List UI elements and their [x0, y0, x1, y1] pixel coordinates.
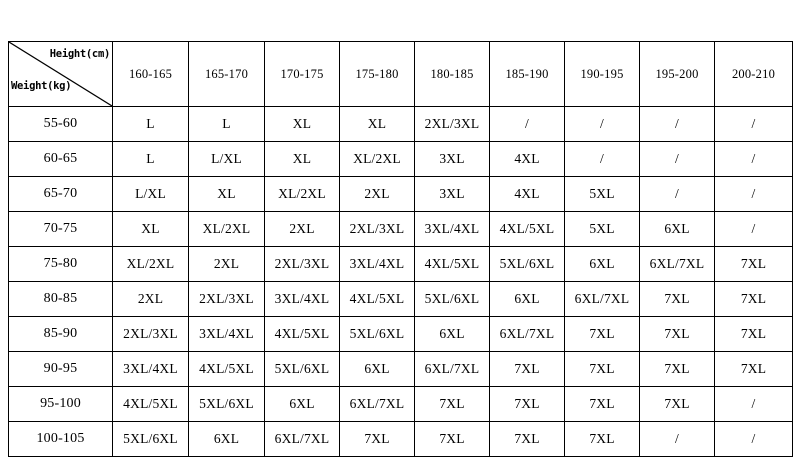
- size-cell: 5XL: [565, 177, 640, 212]
- size-chart-container: [8, 41, 792, 449]
- size-cell: 3XL/4XL: [113, 352, 189, 387]
- size-cell: XL: [265, 142, 340, 177]
- size-cell: 2XL: [265, 212, 340, 247]
- row-header-weight: 65-70: [9, 177, 113, 212]
- size-cell: 4XL/5XL: [415, 247, 490, 282]
- size-cell: XL: [113, 212, 189, 247]
- table-row: [9, 212, 793, 247]
- size-cell: 6XL/7XL: [565, 282, 640, 317]
- size-cell: 2XL/3XL: [265, 247, 340, 282]
- size-cell: 2XL: [189, 247, 265, 282]
- size-cell: 2XL: [113, 282, 189, 317]
- size-cell: 5XL/6XL: [490, 247, 565, 282]
- size-cell: 6XL: [565, 247, 640, 282]
- size-cell: 4XL/5XL: [340, 282, 415, 317]
- size-cell: 7XL: [565, 352, 640, 387]
- size-cell: 2XL/3XL: [340, 212, 415, 247]
- size-cell: 5XL/6XL: [340, 317, 415, 352]
- table-row: [9, 177, 793, 212]
- table-row: [9, 387, 793, 422]
- row-header-weight: 95-100: [9, 387, 113, 422]
- size-cell: 6XL: [415, 317, 490, 352]
- table-row: [9, 352, 793, 387]
- row-header-weight: 80-85: [9, 282, 113, 317]
- header-row: [9, 42, 793, 107]
- size-cell: 7XL: [565, 422, 640, 457]
- size-cell: 2XL/3XL: [189, 282, 265, 317]
- size-cell: 6XL: [640, 212, 715, 247]
- column-header-height: 180-185: [415, 42, 490, 107]
- weight-axis-label: Weight(kg): [11, 80, 72, 92]
- size-cell: 3XL/4XL: [265, 282, 340, 317]
- size-cell: /: [640, 422, 715, 457]
- size-cell: 5XL/6XL: [113, 422, 189, 457]
- size-cell: 7XL: [715, 247, 793, 282]
- size-cell: L: [113, 142, 189, 177]
- size-cell: 3XL/4XL: [340, 247, 415, 282]
- size-cell: L/XL: [189, 142, 265, 177]
- size-cell: L: [189, 107, 265, 142]
- size-cell: 5XL/6XL: [265, 352, 340, 387]
- table-row: [9, 247, 793, 282]
- size-cell: 5XL/6XL: [415, 282, 490, 317]
- size-cell: /: [715, 212, 793, 247]
- size-cell: XL/2XL: [340, 142, 415, 177]
- size-cell: XL/2XL: [113, 247, 189, 282]
- size-cell: XL/2XL: [265, 177, 340, 212]
- size-cell: 4XL: [490, 142, 565, 177]
- row-header-weight: 100-105: [9, 422, 113, 457]
- size-cell: 4XL/5XL: [490, 212, 565, 247]
- size-cell: 6XL/7XL: [265, 422, 340, 457]
- size-cell: /: [715, 177, 793, 212]
- size-cell: L: [113, 107, 189, 142]
- size-chart-table: [8, 41, 793, 457]
- size-cell: 6XL: [265, 387, 340, 422]
- size-cell: 4XL: [490, 177, 565, 212]
- row-header-weight: 70-75: [9, 212, 113, 247]
- row-header-weight: 60-65: [9, 142, 113, 177]
- size-cell: 7XL: [565, 317, 640, 352]
- size-cell: 2XL/3XL: [415, 107, 490, 142]
- size-cell: 7XL: [490, 387, 565, 422]
- size-cell: XL: [265, 107, 340, 142]
- column-header-height: 190-195: [565, 42, 640, 107]
- size-cell: 6XL: [189, 422, 265, 457]
- size-cell: 7XL: [565, 387, 640, 422]
- size-cell: 3XL/4XL: [415, 212, 490, 247]
- size-cell: 6XL: [490, 282, 565, 317]
- size-cell: 5XL: [565, 212, 640, 247]
- column-header-height: 160-165: [113, 42, 189, 107]
- row-header-weight: 85-90: [9, 317, 113, 352]
- table-row: [9, 142, 793, 177]
- size-cell: 7XL: [490, 422, 565, 457]
- size-cell: 4XL/5XL: [265, 317, 340, 352]
- size-cell: 7XL: [715, 282, 793, 317]
- size-cell: /: [640, 177, 715, 212]
- size-cell: XL: [340, 107, 415, 142]
- size-cell: /: [565, 142, 640, 177]
- size-cell: 3XL/4XL: [189, 317, 265, 352]
- table-header: [9, 42, 793, 107]
- column-header-height: 170-175: [265, 42, 340, 107]
- height-axis-label: Height(cm): [49, 48, 110, 60]
- size-cell: 6XL/7XL: [640, 247, 715, 282]
- column-header-height: 165-170: [189, 42, 265, 107]
- row-header-weight: 75-80: [9, 247, 113, 282]
- table-row: [9, 107, 793, 142]
- size-cell: /: [640, 142, 715, 177]
- size-cell: 2XL: [340, 177, 415, 212]
- size-cell: 6XL/7XL: [415, 352, 490, 387]
- size-cell: 4XL/5XL: [189, 352, 265, 387]
- size-cell: 3XL: [415, 177, 490, 212]
- size-cell: /: [490, 107, 565, 142]
- table-row: [9, 317, 793, 352]
- size-cell: 7XL: [640, 387, 715, 422]
- size-cell: /: [715, 422, 793, 457]
- size-cell: 7XL: [490, 352, 565, 387]
- size-cell: /: [640, 107, 715, 142]
- size-cell: 7XL: [715, 352, 793, 387]
- size-cell: /: [715, 142, 793, 177]
- size-cell: 7XL: [415, 422, 490, 457]
- size-cell: 7XL: [640, 282, 715, 317]
- table-row: [9, 422, 793, 457]
- size-cell: /: [715, 107, 793, 142]
- size-cell: 7XL: [340, 422, 415, 457]
- size-cell: /: [565, 107, 640, 142]
- column-header-height: 175-180: [340, 42, 415, 107]
- row-header-weight: 55-60: [9, 107, 113, 142]
- corner-header-cell: [9, 42, 113, 107]
- size-cell: 7XL: [640, 352, 715, 387]
- size-cell: XL/2XL: [189, 212, 265, 247]
- size-cell: XL: [189, 177, 265, 212]
- size-cell: 7XL: [640, 317, 715, 352]
- table-body: [9, 107, 793, 457]
- size-cell: 3XL: [415, 142, 490, 177]
- row-header-weight: 90-95: [9, 352, 113, 387]
- size-cell: 2XL/3XL: [113, 317, 189, 352]
- size-cell: 5XL/6XL: [189, 387, 265, 422]
- size-cell: 7XL: [415, 387, 490, 422]
- size-cell: 6XL: [340, 352, 415, 387]
- size-cell: /: [715, 387, 793, 422]
- size-cell: 4XL/5XL: [113, 387, 189, 422]
- column-header-height: 195-200: [640, 42, 715, 107]
- table-row: [9, 282, 793, 317]
- size-cell: 7XL: [715, 317, 793, 352]
- size-cell: 6XL/7XL: [340, 387, 415, 422]
- column-header-height: 200-210: [715, 42, 793, 107]
- size-cell: L/XL: [113, 177, 189, 212]
- column-header-height: 185-190: [490, 42, 565, 107]
- size-cell: 6XL/7XL: [490, 317, 565, 352]
